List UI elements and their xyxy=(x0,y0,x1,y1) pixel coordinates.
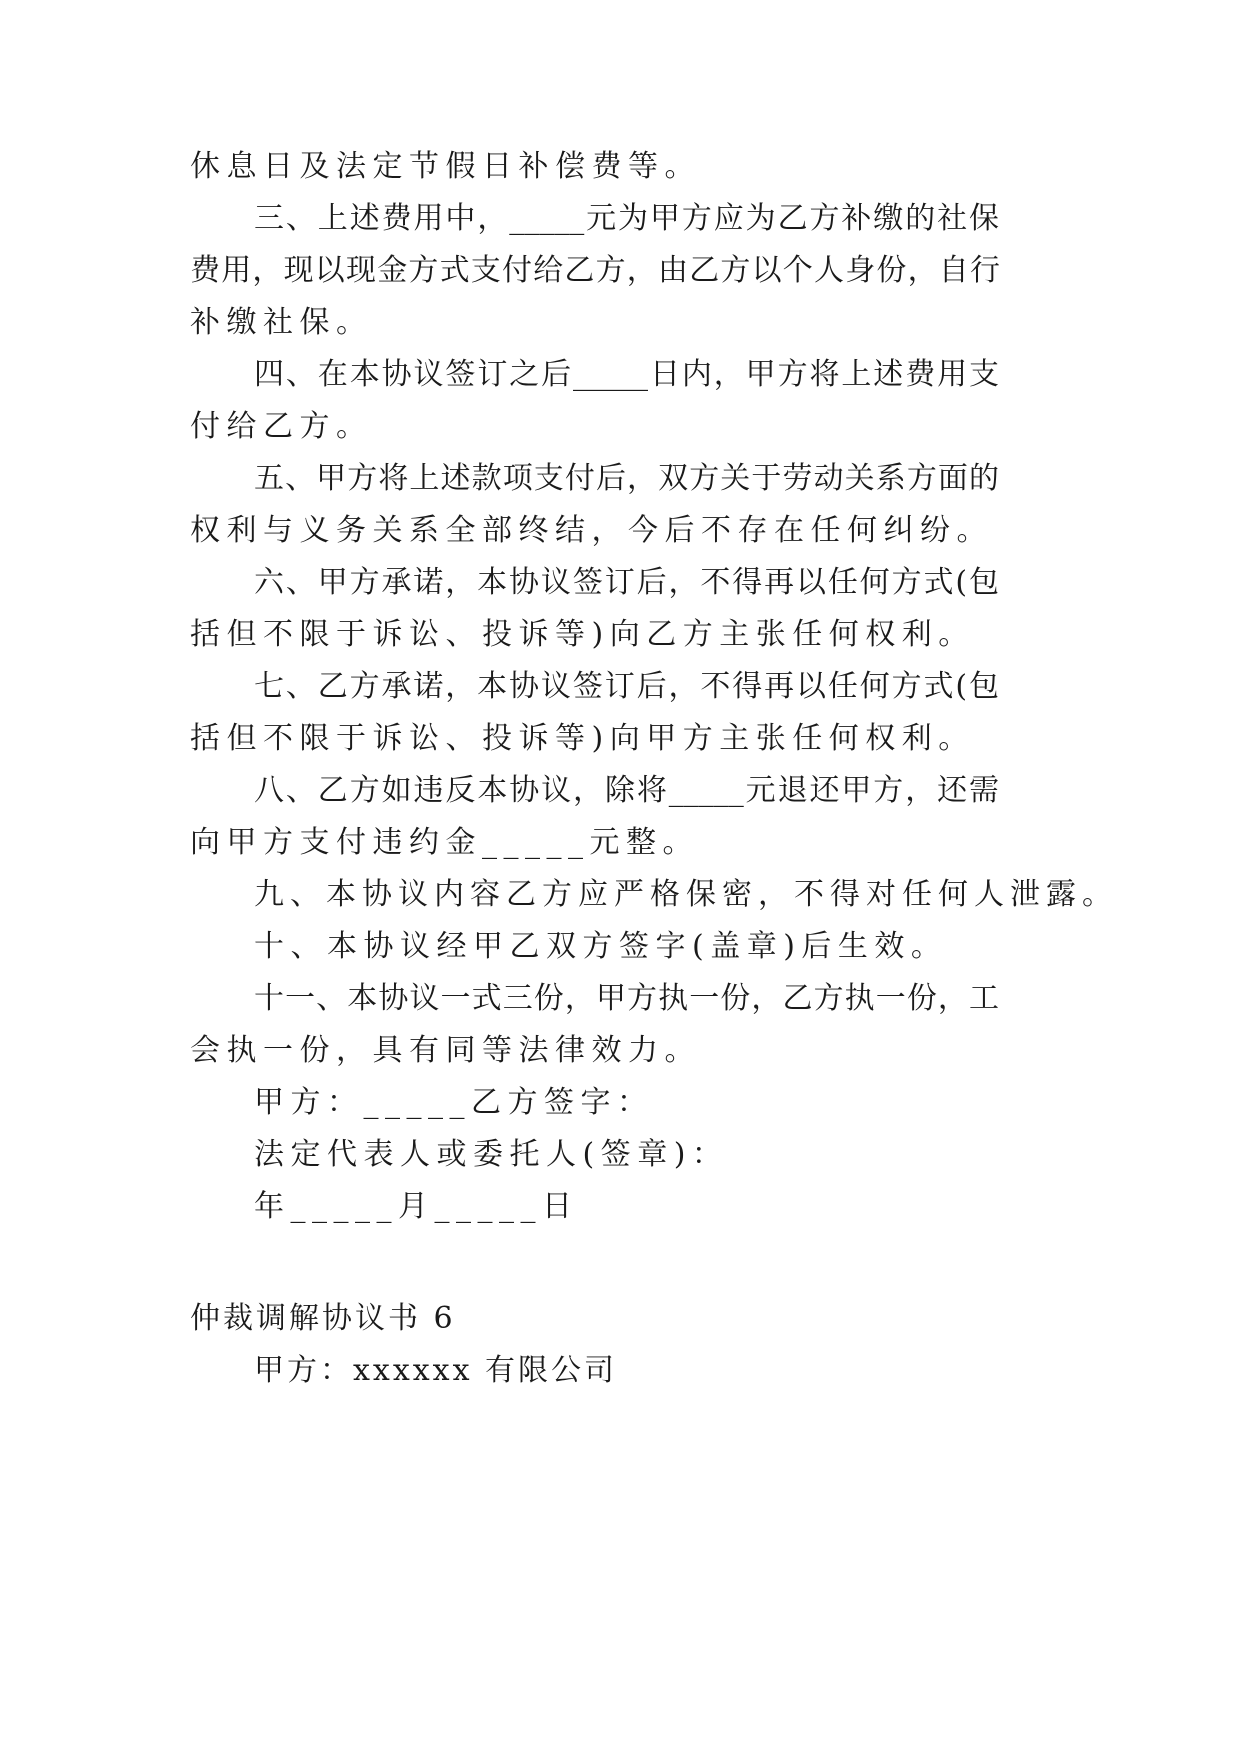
date-line: 年_____月_____日 xyxy=(254,1189,579,1224)
clause-8-line-2: 向甲方支付违约金_____元整。 xyxy=(190,825,699,860)
party-a-company-line: 甲方：xxxxxx 有限公司 xyxy=(254,1353,618,1388)
clause-9-line: 九、本协议内容乙方应严格保密，不得对任何人泄露。 xyxy=(254,877,1118,912)
section-title: 仲裁调解协议书 6 xyxy=(190,1301,456,1336)
clause-3-line-1: 三、上述费用中，_____元为甲方应为乙方补缴的社保 xyxy=(254,201,999,236)
clause-5-line-1: 五、甲方将上述款项支付后，双方关于劳动关系方面的 xyxy=(254,461,999,496)
clause-5-line-2: 权利与义务关系全部终结，今后不存在任何纠纷。 xyxy=(190,513,993,548)
clause-4-line-2: 付给乙方。 xyxy=(190,409,373,444)
clause-11-line-1: 十一、本协议一式三份，甲方执一份，乙方执一份，工 xyxy=(254,981,999,1016)
clause-8-line-1: 八、乙方如违反本协议，除将_____元退还甲方，还需 xyxy=(254,773,999,808)
clause-7-line-1: 七、乙方承诺，本协议签订后，不得再以任何方式(包 xyxy=(254,669,999,704)
paragraph-line: 休息日及法定节假日补偿费等。 xyxy=(190,149,701,184)
party-a-signature-line: 甲方：_____乙方签字： xyxy=(254,1085,654,1120)
clause-10-line: 十、本协议经甲乙双方签字(盖章)后生效。 xyxy=(254,929,948,964)
clause-3-line-3: 补缴社保。 xyxy=(190,305,373,340)
legal-representative-line: 法定代表人或委托人(签章)： xyxy=(254,1137,729,1172)
clause-6-line-2: 括但不限于诉讼、投诉等)向乙方主张任何权利。 xyxy=(190,617,975,652)
clause-6-line-1: 六、甲方承诺，本协议签订后，不得再以任何方式(包 xyxy=(254,565,999,600)
clause-4-line-1: 四、在本协议签订之后_____日内，甲方将上述费用支 xyxy=(254,357,999,392)
clause-7-line-2: 括但不限于诉讼、投诉等)向甲方主张任何权利。 xyxy=(190,721,975,756)
clause-11-line-2: 会执一份，具有同等法律效力。 xyxy=(190,1033,701,1068)
clause-3-line-2: 费用，现以现金方式支付给乙方，由乙方以个人身份，自行 xyxy=(190,253,1000,288)
